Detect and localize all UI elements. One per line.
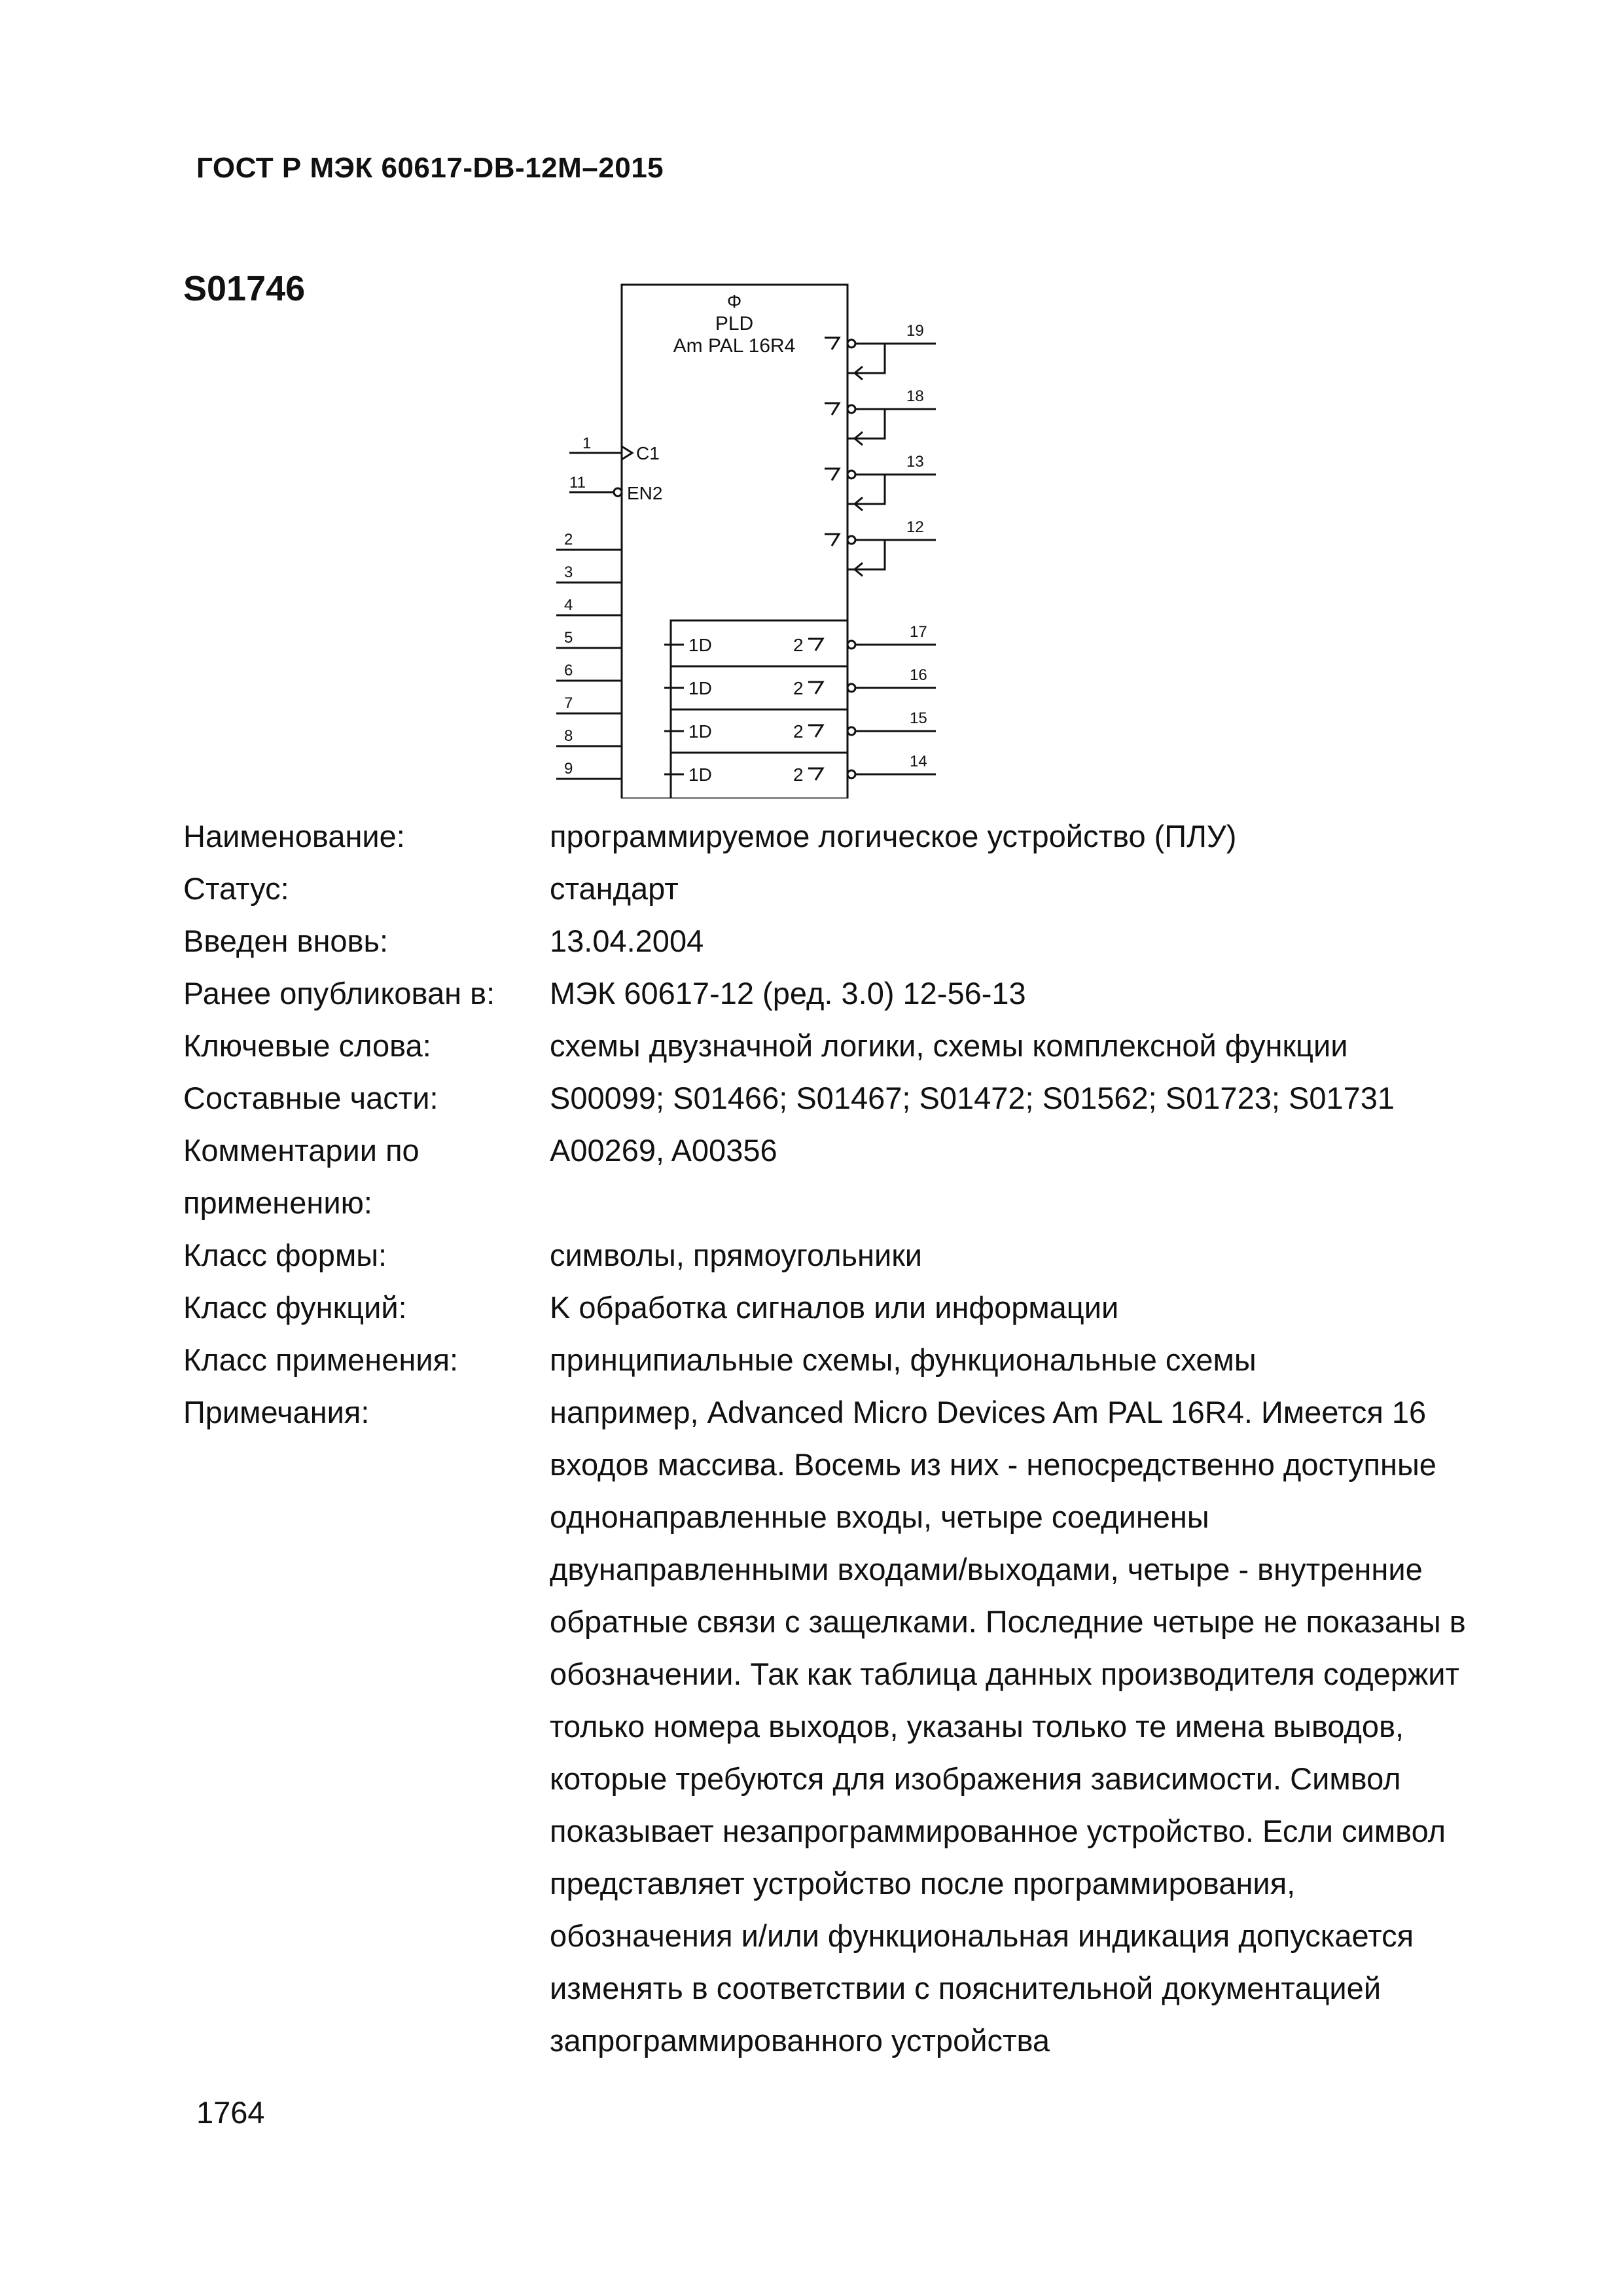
input-pin-number: 9 xyxy=(564,760,573,778)
property-label: Комментарии по применению: xyxy=(183,1133,419,1220)
register-output-mark: 2 xyxy=(793,764,804,785)
property-value-line: которые требуются для изображения зависимости. Символ xyxy=(550,1761,1401,1796)
property-label: Наименование: xyxy=(183,819,405,853)
property-label: Ключевые слова: xyxy=(183,1028,431,1063)
input-pin-number: 5 xyxy=(564,629,573,647)
property-value xyxy=(550,1334,1558,1386)
property-label: Примечания: xyxy=(183,1395,370,1429)
input-pin-number: 6 xyxy=(564,662,573,679)
property-label: Статус: xyxy=(183,871,289,906)
property-label: Ранее опубликован в: xyxy=(183,976,495,1011)
io-pin-number: 19 xyxy=(906,322,924,340)
registered-pin-number: 14 xyxy=(910,753,927,770)
tristate-triangle xyxy=(808,682,823,694)
standard-header: ГОСТ Р МЭК 60617-DB-12M–2015 xyxy=(196,152,664,184)
clock-pin-number: 1 xyxy=(582,435,592,452)
data-inputs xyxy=(556,531,622,779)
property-value xyxy=(550,1386,1558,2067)
property-value xyxy=(550,1020,1558,1072)
property-label: Составные части: xyxy=(183,1081,438,1115)
input-pin-number: 2 xyxy=(564,531,573,548)
property-label: Класс применения: xyxy=(183,1342,459,1377)
property-row xyxy=(183,1229,1558,1282)
property-value-line: обратные связи с защелками. Последние четыре не показаны в xyxy=(550,1604,1466,1639)
output-inversion-circle xyxy=(847,536,855,544)
register-label: 1D xyxy=(688,721,712,742)
property-row xyxy=(183,915,1558,967)
property-value-line: S00099; S01466; S01467; S01472; S01562; S01723; S01731 xyxy=(550,1081,1395,1115)
property-row xyxy=(183,1334,1558,1386)
output-inversion-circle xyxy=(847,471,855,478)
clock-triangle xyxy=(622,446,632,459)
enable-label: EN2 xyxy=(627,483,663,503)
clock-label: C1 xyxy=(636,443,660,463)
property-label: Класс функций: xyxy=(183,1290,407,1325)
property-label: Введен вновь: xyxy=(183,924,389,958)
page-number: 1764 xyxy=(196,2095,265,2130)
register-label: 1D xyxy=(688,678,712,698)
enable-inversion-circle xyxy=(614,488,622,496)
register-output-mark: 2 xyxy=(793,721,804,742)
property-value-line: 13.04.2004 xyxy=(550,924,704,958)
registered-pin-number: 15 xyxy=(910,709,927,727)
property-value-line: запрограммированного устройства xyxy=(550,2023,1050,2058)
output-inversion-circle xyxy=(847,770,855,778)
property-row xyxy=(183,1386,1558,2067)
property-value-line: A00269, A00356 xyxy=(550,1133,777,1168)
register-label: 1D xyxy=(688,764,712,785)
output-inversion-circle xyxy=(847,405,855,413)
symbol-code: S01746 xyxy=(183,269,306,308)
register-output-mark: 2 xyxy=(793,635,804,655)
property-value xyxy=(550,810,1558,863)
registered-pin-number: 16 xyxy=(910,666,927,684)
pld-device-label: Am PAL 16R4 xyxy=(673,335,796,357)
property-row xyxy=(183,1020,1558,1072)
tristate-triangle xyxy=(825,403,839,415)
property-value xyxy=(550,967,1558,1020)
property-value-line: МЭК 60617-12 (ред. 3.0) 12-56-13 xyxy=(550,976,1026,1011)
property-row xyxy=(183,1072,1558,1124)
property-value-line: представляет устройство после программирования, xyxy=(550,1866,1296,1901)
io-pin-number: 13 xyxy=(906,453,924,471)
property-value xyxy=(550,863,1558,915)
io-pin-number: 12 xyxy=(906,518,924,536)
output-inversion-circle xyxy=(847,727,855,735)
property-value xyxy=(550,915,1558,967)
registered-pin-number: 17 xyxy=(910,623,927,641)
registered-outputs xyxy=(664,620,936,798)
property-value-line: только номера выходов, указаны только те имена выводов, xyxy=(550,1709,1404,1744)
property-value xyxy=(550,1229,1558,1282)
tristate-triangle xyxy=(808,768,823,780)
property-value-line: входов массива. Восемь из них - непосредственно доступные xyxy=(550,1447,1436,1482)
properties-table xyxy=(183,810,1558,2067)
property-value-line: символы, прямоугольники xyxy=(550,1238,923,1272)
property-value-line: обозначения и/или функциональная индикация допускается xyxy=(550,1918,1414,1953)
output-inversion-circle xyxy=(847,684,855,692)
input-pin-number: 4 xyxy=(564,596,573,614)
tristate-triangle xyxy=(808,639,823,651)
input-pin-number: 7 xyxy=(564,694,573,712)
input-pin-number: 8 xyxy=(564,727,573,745)
property-value-line: K обработка сигналов или информации xyxy=(550,1290,1119,1325)
tristate-triangle xyxy=(825,534,839,546)
tristate-triangle xyxy=(808,725,823,737)
property-value-line: стандарт xyxy=(550,871,679,906)
output-inversion-circle xyxy=(847,641,855,649)
property-value-line: изменять в соответствии с пояснительной документацией xyxy=(550,1971,1382,2005)
property-value xyxy=(550,1124,1558,1229)
property-value-line: схемы двузначной логики, схемы комплексной функции xyxy=(550,1028,1348,1063)
io-outputs xyxy=(825,322,936,576)
tristate-triangle xyxy=(825,469,839,480)
property-row xyxy=(183,810,1558,863)
property-value-line: двунаправленными входами/выходами, четыре - внутренние xyxy=(550,1552,1423,1587)
property-value-line: обозначении. Так как таблица данных производителя содержит xyxy=(550,1657,1460,1691)
property-value-line: показывает незапрограммированное устройство. Если символ xyxy=(550,1814,1446,1848)
pld-type-label: PLD xyxy=(715,313,754,334)
enable-pin-number: 11 xyxy=(569,474,586,492)
pld-symbol-figure xyxy=(543,262,1014,798)
output-inversion-circle xyxy=(847,340,855,348)
property-value-line: принципиальные схемы, функциональные схемы xyxy=(550,1342,1257,1377)
pld-body xyxy=(622,285,847,798)
property-value-line: например, Advanced Micro Devices Am PAL 16R4. Имеется 16 xyxy=(550,1395,1427,1429)
input-pin-number: 3 xyxy=(564,564,573,581)
property-row xyxy=(183,1282,1558,1334)
property-value xyxy=(550,1282,1558,1334)
tristate-triangle xyxy=(825,338,839,350)
property-row xyxy=(183,1124,1558,1229)
io-pin-number: 18 xyxy=(906,387,924,405)
property-value-line: однонаправленные входы, четыре соединены xyxy=(550,1499,1209,1534)
register-label: 1D xyxy=(688,635,712,655)
pld-qualifier: Φ xyxy=(726,291,742,312)
property-row xyxy=(183,863,1558,915)
property-label: Класс формы: xyxy=(183,1238,387,1272)
register-output-mark: 2 xyxy=(793,678,804,698)
property-value xyxy=(550,1072,1558,1124)
property-value-line: программируемое логическое устройство (ПЛУ) xyxy=(550,819,1237,853)
property-row xyxy=(183,967,1558,1020)
